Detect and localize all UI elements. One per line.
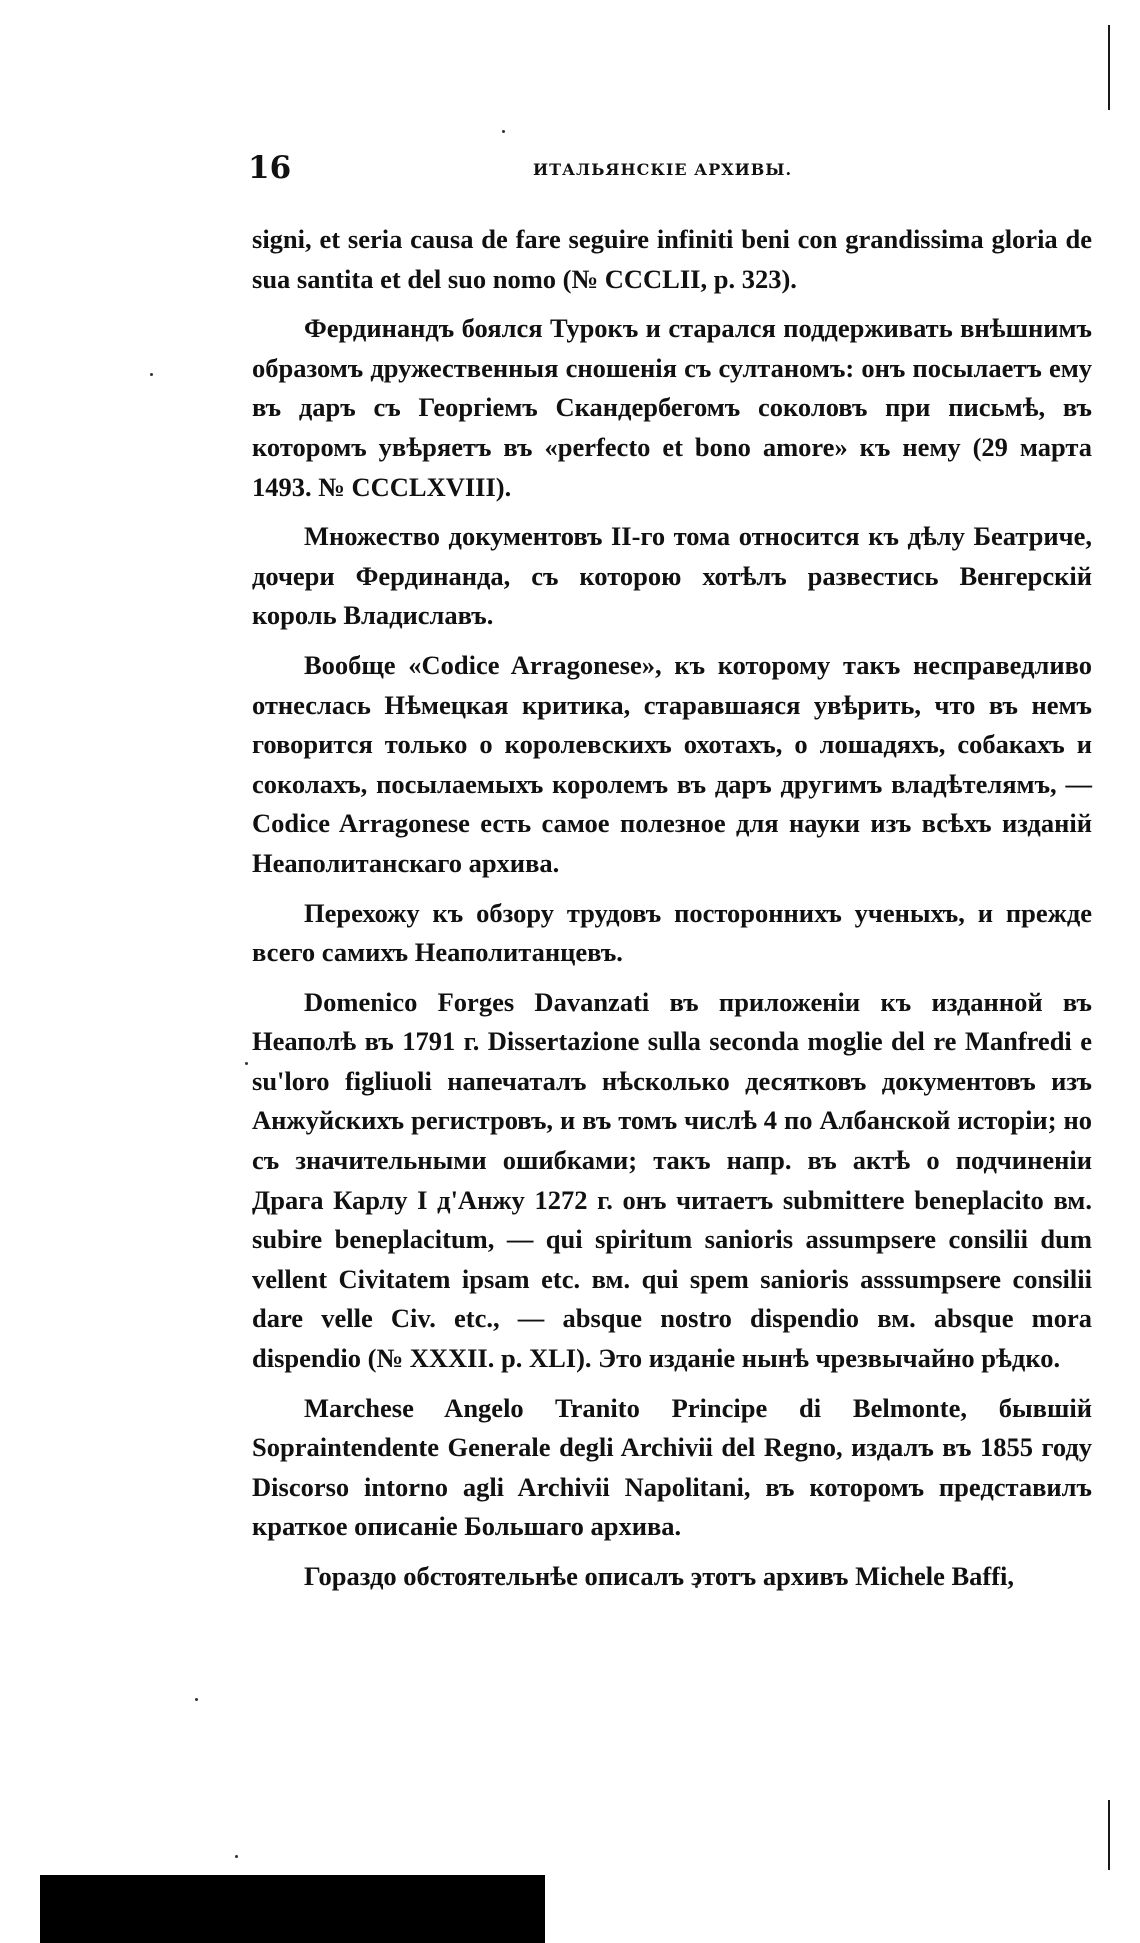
paragraph: signi, et seria causa de fare seguire infiniti beni con grandissima gloria de sua santita et del suo nomo (№ CCCLII, p. 323). [252,224,1092,294]
scan-speck [195,1698,198,1701]
page-number: 16 [248,150,292,186]
scan-speck [245,1062,248,1065]
scan-edge-line [1108,25,1110,110]
scan-black-bar [40,1875,545,1943]
scan-edge-line [1108,1800,1110,1870]
paragraph: Множество документовъ II-го тома относится къ дѣлу Беатриче, дочери Фердинанда, съ которою хотѣлъ развестись Венгерскій король Владиславъ. [252,521,1092,631]
paragraph: Фердинандъ боялся Турокъ и старался поддерживать внѣшнимъ образомъ дружественныя сношенія съ султаномъ: онъ посылаетъ ему въ даръ съ Георгіемъ Скандербегомъ соколовъ при письмѣ, въ которомъ увѣряетъ въ «perfecto et bono amore» къ нему (29 марта 1493. № CCCLXVIII). [252,313,1092,502]
paragraph: Domenico Forges Davanzati въ приложеніи къ изданной въ Неаполѣ въ 1791 г. Dissertazione sulla seconda moglie del re Manfredi e su'loro figliuoli напечаталъ нѣсколько десятковъ документовъ изъ Анжуйскихъ регистровъ, и въ томъ числѣ 4 по Албанской исторіи; но съ значительными ошибками; такъ напр. въ актѣ о подчиненіи Драга Карлу I д'Анжу 1272 г. онъ читаетъ submittere beneplacito вм. subire beneplacitum, — qui spiritum sanioris assumpsere consilii dum vellent Civitatem ipsam etc. вм. qui spem sanioris asssumpsere consilii dare velle Civ. etc., — absque nostro dispendio вм. absque mora dispendio (№ XXXII. p. XLI). Это изданіе нынѣ чрезвычайно рѣдко. [252,986,1092,1374]
paragraph: Перехожу къ обзору трудовъ постороннихъ ученыхъ, и прежде всего самихъ Неаполитанцевъ. [252,897,1092,968]
body-text [252,220,1092,1607]
paragraph: Гораздо обстоятельнѣе описалъ этотъ архивъ Michele Baffi, [304,1561,1015,1591]
running-head: ИТАЛЬЯНСКІЕ АРХИВЫ. [533,160,793,179]
scan-speck [235,1855,238,1858]
paragraph: Вообще «Codice Arragonese», къ которому такъ несправедливо отнеслась Нѣмецкая критика, старавшаяся увѣрить, что въ немъ говорится только о королевскихъ охотахъ, о лошадяхъ, собакахъ и соколахъ, посылаемыхъ королемъ въ даръ другимъ владѣтелямъ, — Codice Arragonese есть самое полезное для науки изъ всѣхъ изданій Неаполитанскаго архива. [252,649,1092,878]
scan-speck [150,373,153,376]
scan-speck [502,130,505,133]
page-header [248,150,1098,190]
paragraph: Marchese Angelo Tranito Principe di Belmonte, бывшій Sopraintendente Generale degli Archivii del Regno, издалъ въ 1855 году Discorso intorno agli Archivii Napolitani, въ которомъ представилъ краткое описаніе Большаго архива. [252,1392,1092,1542]
